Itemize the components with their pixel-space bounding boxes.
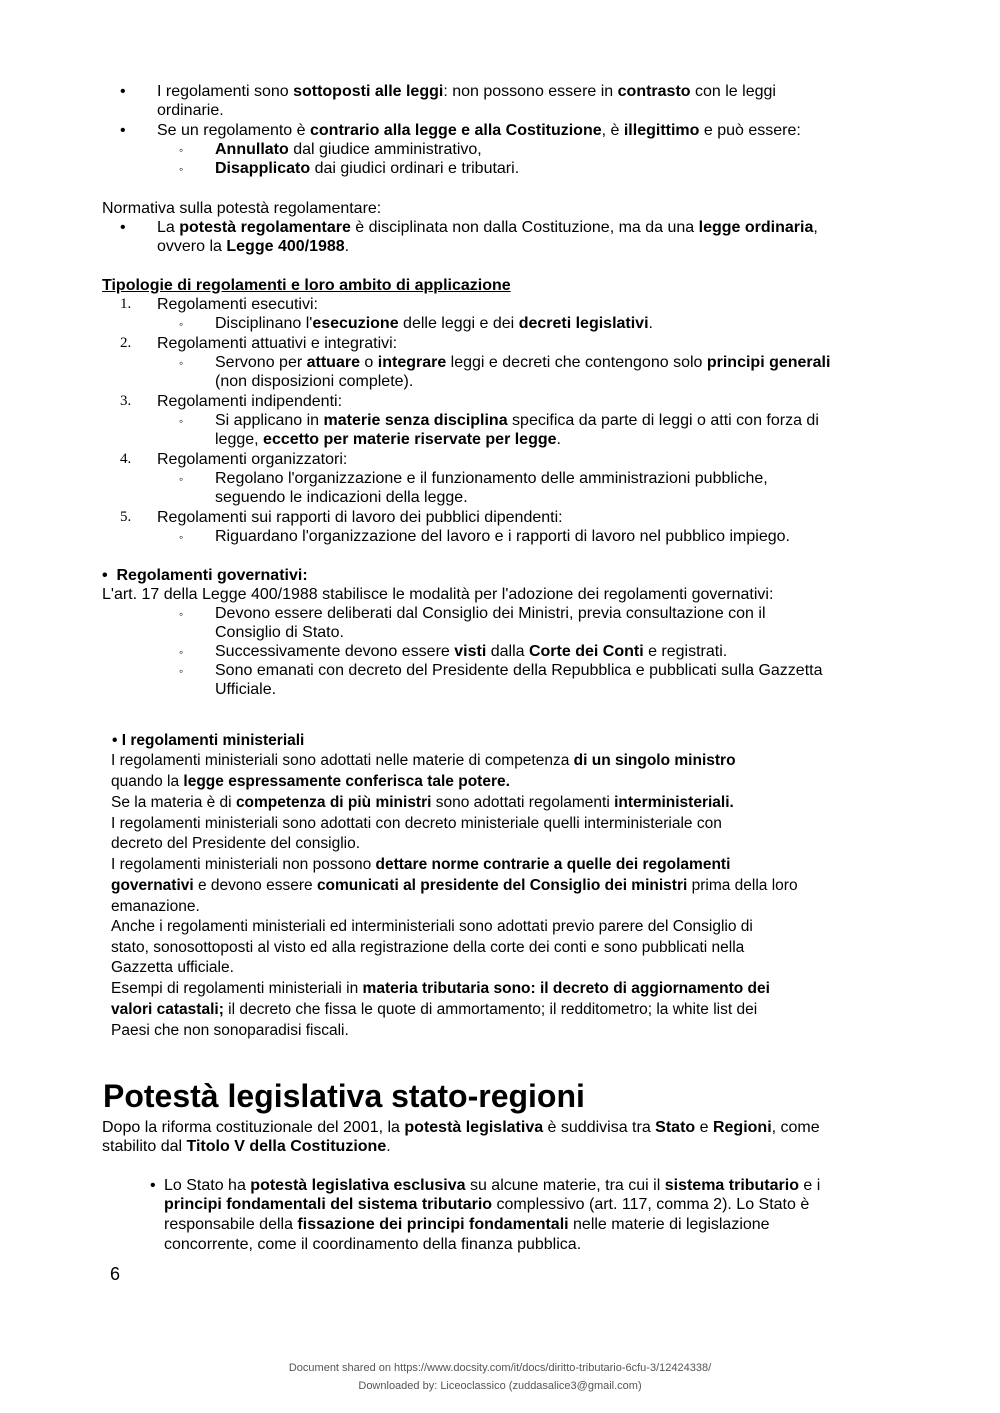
paragraph-line: Devono essere deliberati dal Consiglio dei Ministri, previa consultazione con il	[215, 605, 766, 622]
paragraph-line: I regolamenti ministeriali sono adottati nelle materie di competenza di un singolo ministro	[111, 752, 736, 769]
sub-bullet-marker: ◦	[179, 645, 184, 659]
paragraph-line: valori catastali; il decreto che fissa le quote di ammortamento; il redditometro; la white list dei	[111, 1001, 758, 1018]
paragraph-line: (non disposizioni complete).	[215, 373, 414, 390]
bullet-marker: •	[120, 83, 126, 100]
paragraph-line: I regolamenti ministeriali non possono dettare norme contrarie a quelle dei regolamenti	[111, 856, 731, 873]
paragraph-line: Disciplinano l'esecuzione delle leggi e dei decreti legislativi.	[215, 315, 653, 332]
sub-bullet-marker: ◦	[179, 607, 184, 621]
sub-bullet-marker: ◦	[179, 664, 184, 678]
bullet-marker: •	[120, 122, 126, 139]
paragraph-line: ordinarie.	[157, 102, 224, 119]
paragraph-line: Lo Stato ha potestà legislativa esclusiva su alcune materie, tra cui il sistema tributario e i	[164, 1177, 821, 1194]
paragraph-line: Si applicano in materie senza disciplina specifica da parte di leggi o atti con forza di	[215, 412, 819, 429]
paragraph-line: Ufficiale.	[215, 681, 277, 698]
paragraph-line: Regolano l'organizzazione e il funzionamento delle amministrazioni pubbliche,	[215, 470, 768, 487]
paragraph-line: Se la materia è di competenza di più ministri sono adottati regolamenti interministeriali.	[111, 794, 734, 811]
section-heading: Tipologie di regolamenti e loro ambito di applicazione	[102, 277, 511, 294]
list-number: 1.	[120, 296, 132, 312]
list-item-title: Regolamenti esecutivi:	[157, 296, 318, 313]
list-number: 4.	[120, 451, 132, 467]
sub-bullet-marker: ◦	[179, 414, 184, 428]
bullet-marker: •	[150, 1177, 156, 1194]
paragraph-line: emanazione.	[111, 898, 200, 915]
paragraph-line: Consiglio di Stato.	[215, 624, 344, 641]
paragraph-line: Riguardano l'organizzazione del lavoro e i rapporti di lavoro nel pubblico impiego.	[215, 528, 790, 545]
footer-share-line: Document shared on https://www.docsity.com/it/docs/diritto-tributario-6cfu-3/12424338/	[288, 1362, 712, 1374]
paragraph-line: governativi e devono essere comunicati al presidente del Consiglio dei ministri prima della loro	[111, 877, 798, 894]
paragraph-line: Paesi che non sonoparadisi fiscali.	[111, 1022, 349, 1039]
paragraph-line: Servono per attuare o integrare leggi e decreti che contengono solo principi generali	[215, 354, 831, 371]
sub-bullet-marker: ◦	[179, 143, 184, 157]
paragraph-line: stato, sonosottoposti al visto ed alla registrazione della corte dei conti e sono pubblicati nella	[111, 939, 745, 956]
paragraph-line: Sono emanati con decreto del Presidente della Repubblica e pubblicati sulla Gazzetta	[215, 662, 823, 679]
paragraph-line: legge, eccetto per materie riservate per legge.	[215, 431, 561, 448]
paragraph-line: seguendo le indicazioni della legge.	[215, 489, 468, 506]
paragraph-line: I regolamenti sono sottoposti alle leggi: non possono essere in contrasto con le leggi	[157, 83, 776, 100]
sub-bullet-marker: ◦	[179, 472, 184, 486]
bullet-marker: •	[120, 219, 126, 236]
list-number: 2.	[120, 335, 132, 351]
paragraph-line: stabilito dal Titolo V della Costituzione.	[102, 1138, 391, 1155]
paragraph-line: Dopo la riforma costituzionale del 2001, la potestà legislativa è suddivisa tra Stato e Regioni, come	[102, 1119, 820, 1136]
paragraph-line: Disapplicato dai giudici ordinari e tributari.	[215, 160, 520, 177]
paragraph-line: ovvero la Legge 400/1988.	[157, 238, 350, 255]
paragraph-line: Gazzetta ufficiale.	[111, 959, 234, 976]
paragraph-line: Successivamente devono essere visti dalla Corte dei Conti e registrati.	[215, 643, 728, 660]
paragraph-line: L'art. 17 della Legge 400/1988 stabilisce le modalità per l'adozione dei regolamenti governativi:	[102, 586, 774, 603]
paragraph-line: I regolamenti ministeriali sono adottati con decreto ministeriale quelli interministeriale con	[111, 815, 722, 832]
paragraph-line: Se un regolamento è contrario alla legge e alla Costituzione, è illegittimo e può essere:	[157, 122, 801, 139]
page-number: 6	[110, 1264, 121, 1284]
list-item-title: Regolamenti sui rapporti di lavoro dei pubblici dipendenti:	[157, 509, 563, 526]
section-heading: • I regolamenti ministeriali	[112, 732, 305, 749]
list-item-title: Regolamenti organizzatori:	[157, 451, 348, 468]
paragraph-line: Anche i regolamenti ministeriali ed interministeriali sono adottati previo parere del Consiglio di	[111, 918, 753, 935]
paragraph-line: principi fondamentali del sistema tributario complessivo (art. 117, comma 2). Lo Stato è	[164, 1196, 810, 1213]
paragraph-line: Esempi di regolamenti ministeriali in materia tributaria sono: il decreto di aggiornamento dei	[111, 980, 770, 997]
page-title: Potestà legislativa stato-regioni	[103, 1078, 585, 1114]
footer-download-line: Downloaded by: Liceoclassico (zuddasalice3@gmail.com)	[358, 1380, 642, 1392]
sub-bullet-marker: ◦	[179, 356, 184, 370]
list-number: 5.	[120, 509, 132, 525]
paragraph-line: quando la legge espressamente conferisca tale potere.	[111, 773, 510, 790]
paragraph-line: La potestà regolamentare è disciplinata non dalla Costituzione, ma da una legge ordinaria,	[157, 219, 818, 236]
list-item-title: Regolamenti indipendenti:	[157, 393, 343, 410]
list-item-title: Regolamenti attuativi e integrativi:	[157, 335, 398, 352]
list-number: 3.	[120, 393, 132, 409]
section-heading: • Regolamenti governativi:	[102, 567, 308, 584]
paragraph-line: Annullato dal giudice amministrativo,	[215, 141, 482, 158]
sub-bullet-marker: ◦	[179, 162, 184, 176]
sub-bullet-marker: ◦	[179, 530, 184, 544]
paragraph-line: concorrente, come il coordinamento della finanza pubblica.	[164, 1236, 582, 1253]
paragraph-line: responsabile della fissazione dei principi fondamentali nelle materie di legislazione	[164, 1216, 770, 1233]
paragraph-line: decreto del Presidente del consiglio.	[111, 835, 361, 852]
section-heading: Normativa sulla potestà regolamentare:	[102, 200, 382, 217]
sub-bullet-marker: ◦	[179, 317, 184, 331]
